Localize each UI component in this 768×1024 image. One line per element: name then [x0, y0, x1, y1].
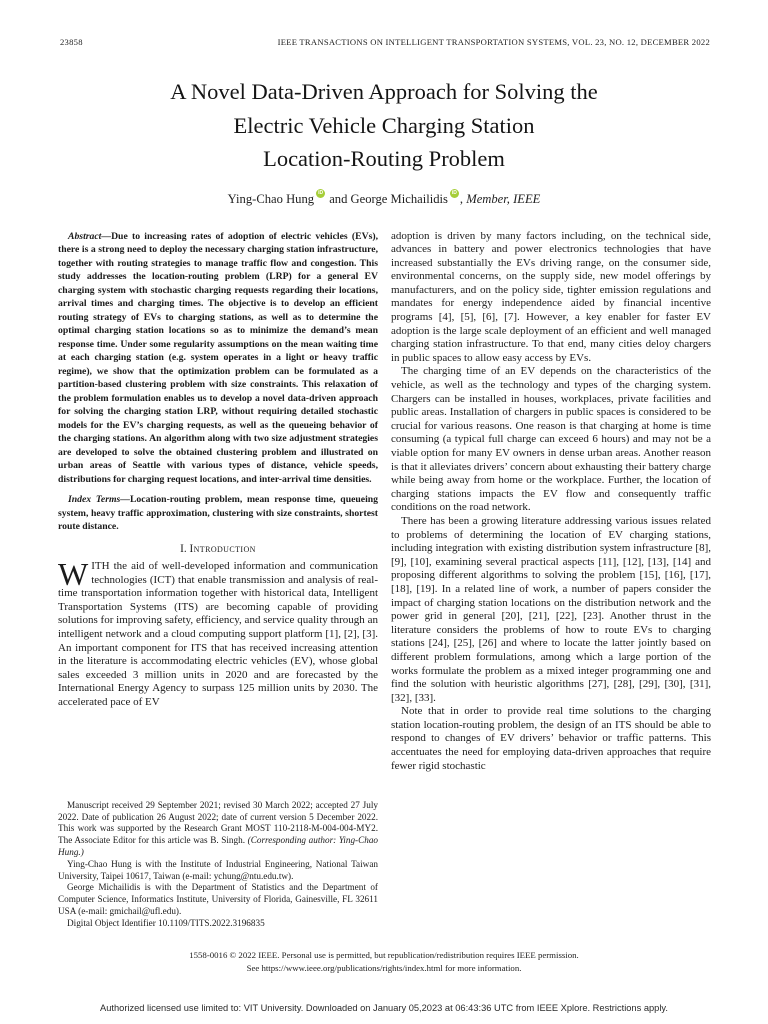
first-page-footnotes: [58, 800, 378, 930]
body-paragraph: Note that in order to provide real time solutions to the charging station location-routing problem, the design of an ITS should be able to respond to changes of EV drivers’ behavior or traffic patterns. This accentuates the need for employing data-driven approaches that require fewer rigid stochastic: [391, 705, 711, 772]
intro-text: ITH the aid of well-developed information and communication technologies (ICT) that enable transmission and analysis of real-time transportation information together with historical data, Intelligent Transportation Systems (ITS) are becoming capable of providing solutions for improving safety, efficiency, and service quality through an intelligent network and a cloud computing support platform [1], [2], [3]. An important component for ITS that has received increasing attention in the literature is accommodating electric vehicles (EV), whose global sales exceeded 3 million units in 2020 and are forecasted by the International Energy Agency to surpass 125 million units by 2030. The accelerated pace of EV: [58, 560, 378, 709]
abstract-text: Due to increasing rates of adoption of electric vehicles (EVs), there is a strong need to deploy the necessary charging station infrastructure, together with routing strategies to manage traffic flow and congestion. This study addresses the location-routing problem (LRP) for a general EV charging system with stochastic charging requests regarding their locations, arrival times and charging times. The objective is to develop an efficient routing strategy of EVs to charging stations, as well as to determine the optimal charging station locations so as to minimize the demand’s mean response time. Under some regularity assumptions on the mean waiting time at each charging station (e.g. system operates in a light or heavy traffic regime), we show that the optimization problem can be formulated as a partition-based clustering problem with size constraints. This relaxation of the problem formulation enables us to develop a novel data-driven approach for solving the charging station LRP, without requiring detailed stochastic models for the EV’s charging requests, as well as the queueing behavior of the charging stations. An algorithm along with two size adjustment strategies are developed to solve the obtained clustering problem and illustrated on urban areas of Seattle with various types of distance, vehicle speeds, distributions for charging request locations, and inter-arrival time densities.: [58, 230, 378, 485]
page-number: 23858: [60, 37, 83, 47]
affiliation-note-1: Ying-Chao Hung is with the Institute of Industrial Engineering, National Taiwan University, Taipei 10617, Taiwan (e-mail: ychung@ntu.edu.tw).: [58, 858, 378, 881]
title-line: Electric Vehicle Charging Station: [233, 112, 535, 138]
manuscript-history-note: [58, 800, 378, 859]
section-heading-introduction: [58, 543, 378, 557]
body-paragraph: The charging time of an EV depends on the characteristics of the vehicle, as well as the technology and types of the charging system. Chargers can be installed in houses, workplaces, private facilities and public areas. Installation of chargers in public spaces is considered to be crucial for various reasons. One reason is that charging at home is time consuming (a typical full charge can exceed 6 hours) and may not be a viable option for many EV owners in dense urban areas. Another reason is that it alleviates drivers’ concern about exhausting their battery charge while being away from home or the workplace. Further, the location of charging stations impacts the EV flow and consequently traffic conditions on the road network.: [391, 365, 711, 514]
author-name-1: Ying-Chao Hung: [227, 191, 315, 206]
index-terms-text: Location-routing problem, mean response time, queueing system, heavy traffic approximation, clustering with size constraints, shortest route distance.: [58, 494, 378, 532]
abstract-label: Abstract—: [68, 230, 112, 242]
abstract-paragraph: [58, 230, 378, 487]
title-line: Location-Routing Problem: [263, 146, 505, 171]
manuscript-history-text: Manuscript received 29 September 2021; revised 30 March 2022; accepted 27 July 2022. Date of publication 26 August 2022; date of current version 5 December 2022. This work was supported by the Research Grant MOST 110-2118-M-004-004-MY2. The Associate Editor for this article was B. Singh.: [58, 799, 378, 846]
section-title: Introduction: [189, 542, 256, 555]
body-paragraph: adoption is driven by many factors including, on the technical side, advances in battery and power electronics technologies that have increased substantially the EVs driving range, on the consumer side, environmental concerns, on the supply side, new model offerings by manufacturers, and on the policy side, tighter emission regulations and mandates for energy independence aided by financial incentive programs [4], [5], [6], [7]. However, a key enabler for faster EV adoption is the large scale deployment of an efficient and well managed charging station infrastructure. To that end, many cities deloy chargers in public spaces to allow easy access by EVs.: [391, 229, 711, 364]
copyright-footer: [0, 949, 768, 975]
rights-url-line: See https://www.ieee.org/publications/rights/index.html for more information.: [246, 963, 522, 973]
author-line: [0, 189, 768, 207]
author-conjunction: and: [326, 191, 351, 206]
copyright-line: 1558-0016 © 2022 IEEE. Personal use is permitted, but republication/redistribution requires IEEE permission.: [189, 950, 579, 960]
license-watermark: Authorized licensed use limited to: VIT University. Downloaded on January 05,2023 at 06:43:36 UTC from IEEE Xplore. Restrictions apply.: [100, 1003, 668, 1013]
orcid-icon[interactable]: iD: [318, 189, 324, 196]
left-column: [58, 230, 378, 930]
section-number: I.: [180, 542, 187, 555]
intro-paragraph: [58, 556, 378, 710]
running-head: [60, 37, 710, 47]
doi-line: Digital Object Identifier 10.1109/TITS.2022.3196835: [67, 917, 265, 928]
corresponding-author-note: (Corresponding author: Ying-Chao Hung.): [58, 835, 379, 857]
index-terms-label: Index Terms—: [68, 494, 130, 505]
author-separator: ,: [459, 191, 467, 206]
body-columns: [58, 230, 711, 930]
journal-header: IEEE TRANSACTIONS ON INTELLIGENT TRANSPORTATION SYSTEMS, VOL. 23, NO. 12, DECEMBER 2022: [277, 37, 710, 47]
dropcap-letter: W: [58, 556, 89, 593]
paper-title: [60, 75, 708, 176]
author-name-2: George Michailidis: [350, 191, 448, 206]
membership-label: Member, IEEE: [466, 191, 541, 206]
body-paragraph: There has been a growing literature addressing various issues related to problems of determining the location of EV charging stations, including integration with existing distribution system infrastructure [8], [9], [10], examining several practical aspects [11], [12], [13], [14] and proposing different algorithms to solving the problem [15], [16], [17], [18], [19]. In a related line of work, a number of papers consider the impact of charging station locations on the distribution network and the power grid in general [20], [21], [22], [23]. Another thrust in the literature considers the problems of how to route EVs to charging stations [24], [25], [26] and where to locate the latter jointly based on different problem formulations, among which a large portion of the works formulate the problem as a mixed integer programming one and find the solution with heuristic algorithms [27], [28], [29], [30], [31], [32], [33].: [391, 514, 711, 704]
title-line: A Novel Data-Driven Approach for Solving the: [170, 79, 598, 104]
affiliation-note-2: George Michailidis is with the Department of Statistics and the Department of Computer Science, Informatics Institute, University of Florida, Gainesville, FL 32611 USA (e-mail: gmichail@ufl.edu).: [58, 882, 378, 916]
index-terms-paragraph: [58, 493, 378, 534]
orcid-icon[interactable]: iD: [451, 189, 457, 196]
right-column: [391, 230, 711, 930]
